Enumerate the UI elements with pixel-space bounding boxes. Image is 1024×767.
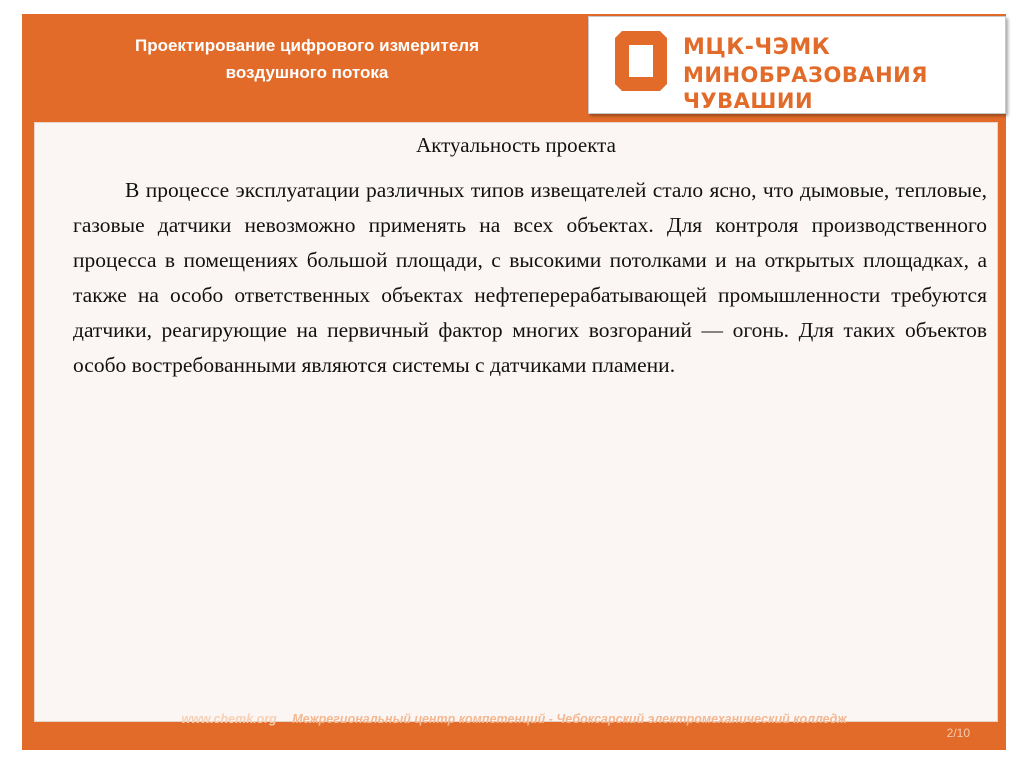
- footer-college-name: Межрегиональный центр компетенций - Чебоксарский электромеханический колледж: [292, 712, 847, 726]
- logo: [588, 16, 1006, 114]
- content-heading: Актуальность проекта: [416, 133, 616, 157]
- content-panel: [34, 122, 998, 722]
- logo-text: [683, 34, 1005, 114]
- slide-title-line-2: воздушного потока: [225, 63, 389, 82]
- page-number: 2/10: [946, 726, 970, 740]
- slide-title-line-1: Проектирование цифрового измерителя: [134, 36, 480, 55]
- logo-line-1: МЦК-ЧЭМК: [683, 35, 831, 60]
- footer: [22, 712, 1006, 726]
- slide-frame: [22, 14, 1006, 750]
- content-paragraph: В процессе эксплуатации различных типов извещателей стало ясно, что дымовые, тепловые, газовые датчики невозможно применять на всех объектах. Для контроля производственного процесса в помещениях большой площади, с высокими потолками и на открытых площадках, а также на особо ответственных объектах нефтеперерабатывающей промышленности требуются датчики, реагирующие на первичный фактор многих возгораний — огонь. Для таких объектов особо востребованными являются системы с датчиками пламени.: [73, 178, 987, 377]
- footer-url-link[interactable]: www.chemk.org: [181, 712, 277, 726]
- orange-square-frame-icon: [613, 29, 669, 93]
- logo-line-2: МИНОБРАЗОВАНИЯ ЧУВАШИИ: [683, 63, 928, 113]
- slide-title: [22, 32, 592, 86]
